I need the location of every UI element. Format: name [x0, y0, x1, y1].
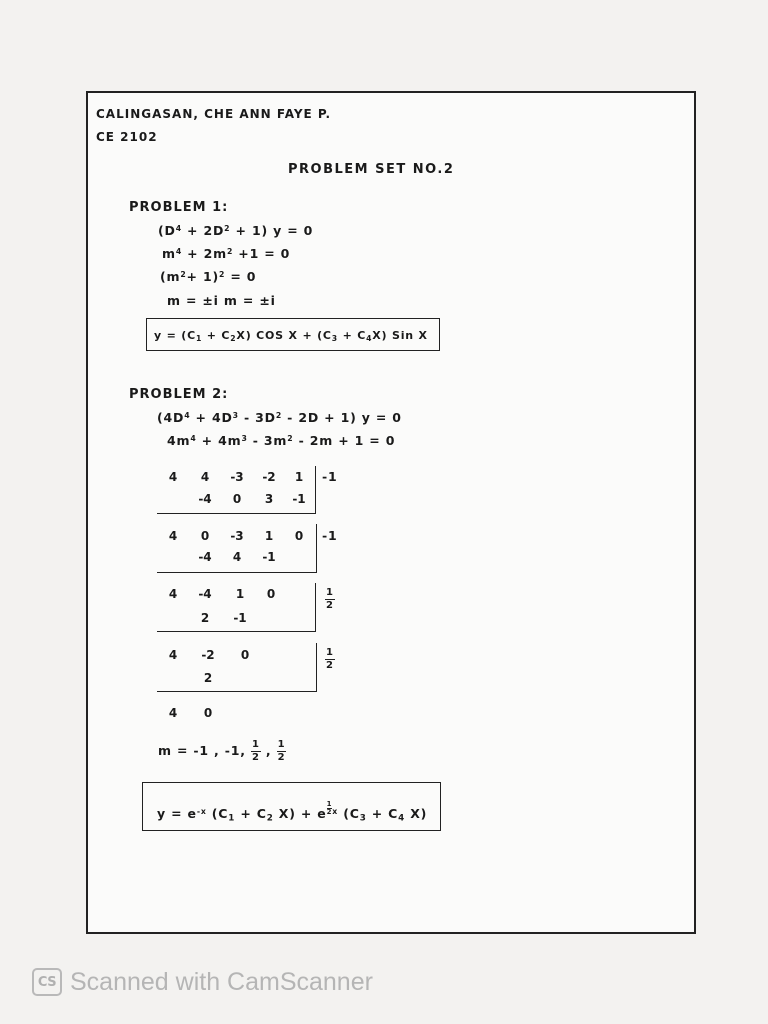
coefficient: 4: [168, 529, 178, 543]
coefficient: 0: [294, 529, 304, 543]
student-name: CALINGASAN, CHE ANN FAYE P.: [96, 107, 332, 121]
problem1-equation-2: $m^4 + 2m^2 +1 = 0$: [162, 246, 291, 261]
division-line: [157, 691, 317, 692]
watermark-text: Scanned with CamScanner: [70, 967, 373, 996]
product: 0: [232, 492, 242, 506]
coefficient: 0: [200, 529, 210, 543]
product: 4: [232, 550, 242, 564]
problem1-equation-1: $(D^4 + 2D^2 + 1) y = 0$: [158, 223, 314, 238]
coefficient: 4: [168, 648, 178, 662]
product: -1: [233, 611, 247, 625]
product: 2: [200, 611, 210, 625]
product: 3: [264, 492, 274, 506]
product: -1: [262, 550, 276, 564]
coefficient: 0: [240, 648, 250, 662]
division-bar: [316, 524, 317, 573]
quotient-value: 0: [203, 706, 213, 720]
product: -1: [292, 492, 306, 506]
camscanner-logo-icon: CS: [32, 968, 62, 996]
problem2-equation-1: $(4D^4 + 4D^3 - 3D^2 - 2D + 1) y = 0$: [157, 410, 402, 425]
problem1-roots: m = ±i m = ±i: [167, 293, 276, 308]
division-bar: [315, 583, 316, 632]
product: -4: [198, 492, 212, 506]
coefficient: -4: [198, 587, 212, 601]
coefficient: -3: [230, 470, 244, 484]
division-root: -1: [322, 469, 338, 484]
coefficient: 4: [200, 470, 210, 484]
course-code: CE 2102: [96, 130, 158, 144]
quotient-value: 4: [168, 706, 178, 720]
coefficient: 1: [264, 529, 274, 543]
division-line: [157, 572, 317, 573]
coefficient: 0: [266, 587, 276, 601]
coefficient: 1: [235, 587, 245, 601]
camscanner-watermark: [32, 966, 373, 998]
coefficient: -3: [230, 529, 244, 543]
division-root: -1: [322, 528, 338, 543]
problem2-equation-2: $4m^4 + 4m^3 - 3m^2 - 2m + 1 = 0$: [167, 433, 396, 448]
coefficient: 4: [168, 470, 178, 484]
division-root-fraction: $\frac{1}{2}$: [326, 647, 334, 671]
problem2-label: PROBLEM 2:: [129, 387, 229, 402]
problem1-equation-3: $(m^2+ 1)^2 = 0$: [160, 269, 257, 284]
coefficient: 1: [294, 470, 304, 484]
problem1-answer: $y = (C_1 + C_2X)$ COS $X + (C_3 + C_4X)$ Sin X: [154, 329, 428, 343]
division-bar: [316, 643, 317, 692]
division-bar: [315, 466, 316, 514]
division-line: [157, 513, 316, 514]
product: -4: [198, 550, 212, 564]
coefficient: -2: [262, 470, 276, 484]
page-title: PROBLEM SET NO.2: [288, 162, 455, 177]
coefficient: 4: [168, 587, 178, 601]
division-line: [157, 631, 316, 632]
problem2-answer: $y = e^{-x}$ ($C_1 + C_2$ X) + e $\frac{1}{2}$ $^x$ ($C_3 + C_4$ X): [157, 800, 428, 824]
product: 2: [203, 671, 213, 685]
division-root-fraction: $\frac{1}{2}$: [326, 587, 334, 611]
coefficient: -2: [201, 648, 215, 662]
problem2-roots: m = -1 , -1, $\frac{1}{2}$ , $\frac{1}{2}$: [158, 739, 286, 763]
problem1-label: PROBLEM 1:: [129, 200, 229, 215]
